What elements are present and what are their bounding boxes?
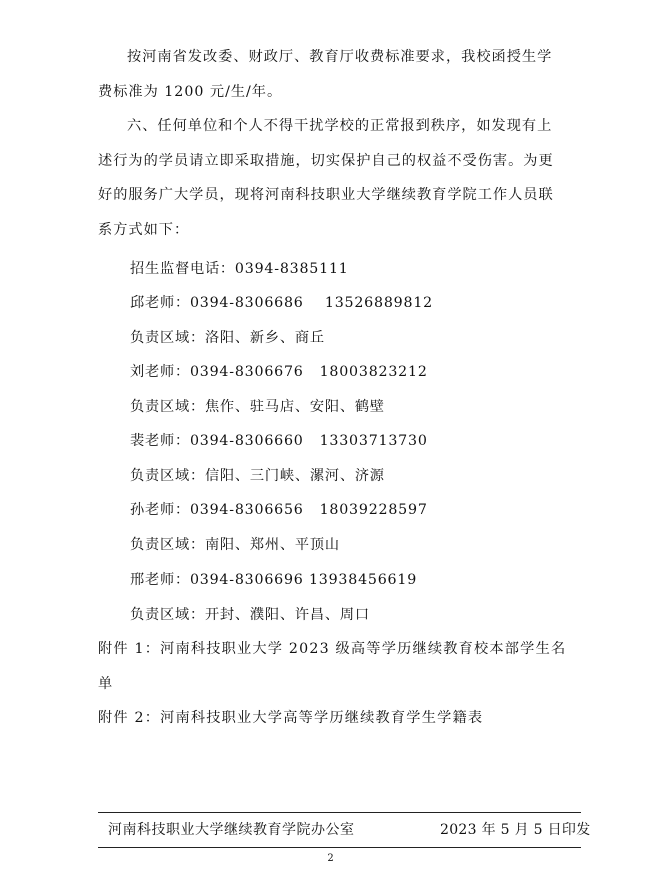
- attachment-1-line1: 附件 1：河南科技职业大学 2023 级高等学历继续教育校本部学生名: [98, 641, 567, 657]
- para1-line2: 费标准为 1200 元/生/年。: [98, 83, 283, 100]
- para2-line4: 系方式如下：: [98, 221, 190, 238]
- para1-line1: 按河南省发改委、财政厅、教育厅收费标准要求，我校函授生学: [127, 49, 553, 65]
- contact-line: 招生监督电话：0394-8385111: [130, 261, 349, 277]
- footer-top-rule: [98, 812, 581, 813]
- contact-line: 负责区域：洛阳、新乡、商丘: [130, 330, 325, 346]
- contact-line: 负责区域：焦作、驻马店、安阳、鹤壁: [130, 399, 385, 415]
- para2-line1: 六、任何单位和个人不得干扰学校的正常报到秩序，如发现有上: [127, 118, 553, 134]
- contact-line: 裴老师：0394-8306660 13303713730: [130, 433, 428, 449]
- contact-line: 邱老师：0394-8306686 13526889812: [130, 295, 433, 311]
- contact-line: 负责区域：开封、濮阳、许昌、周口: [130, 607, 370, 623]
- paragraph-six: [98, 109, 566, 247]
- para2-line2: 述行为的学员请立即采取措施，切实保护自己的权益不受伤害。为更: [98, 152, 554, 169]
- contact-line: 刘老师：0394-8306676 18003823212: [130, 364, 428, 380]
- attachment-1-line2: 单: [98, 676, 114, 692]
- contact-line: 负责区域：信阳、三门峡、漯河、济源: [130, 468, 385, 484]
- footer-bottom-rule: [98, 847, 581, 848]
- page-number: 2: [327, 853, 334, 864]
- attachment-2: 附件 2：河南科技职业大学高等学历继续教育学生学籍表: [98, 710, 484, 726]
- footer-date: 2023 年 5 月 5 日印发: [440, 822, 591, 838]
- footer-office: 河南科技职业大学继续教育学院办公室: [108, 822, 355, 838]
- contact-line: 孙老师：0394-8306656 18039228597: [130, 502, 428, 518]
- para2-line3: 好的服务广大学员，现将河南科技职业大学继续教育学院工作人员联: [98, 187, 554, 203]
- paragraph-fee: [98, 40, 566, 109]
- contact-line: 负责区域：南阳、郑州、平顶山: [130, 537, 340, 553]
- contact-line: 邢老师：0394-8306696 13938456619: [130, 572, 418, 588]
